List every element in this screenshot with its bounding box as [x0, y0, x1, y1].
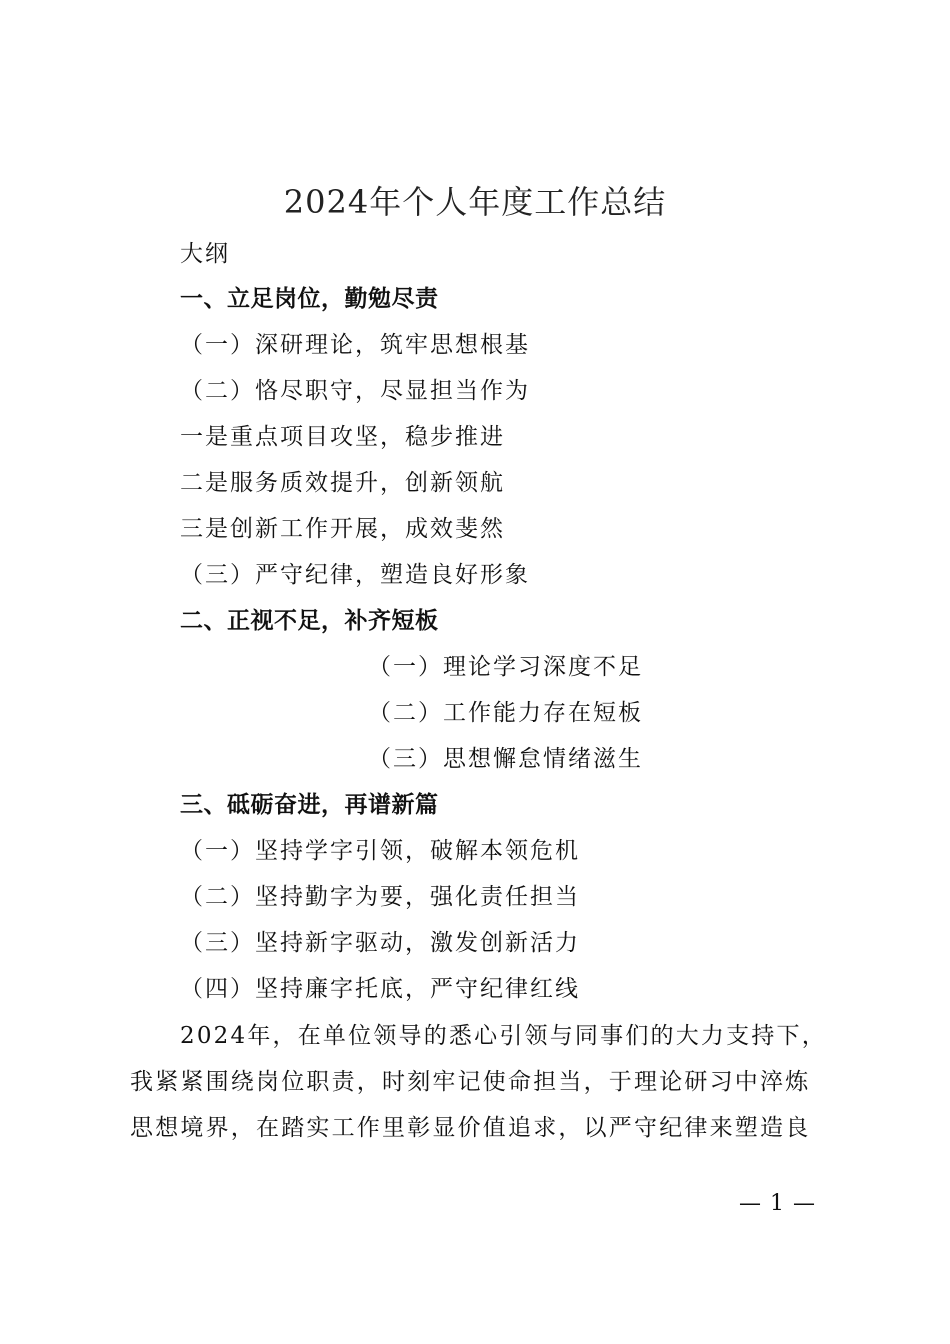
body-line-2: 我紧紧围绕岗位职责，时刻牢记使命担当，于理论研习中淬炼 [130, 1069, 811, 1095]
section-heading-2: 二、正视不足，补齐短板 [180, 608, 439, 634]
section-heading-1: 一、立足岗位，勤勉尽责 [180, 286, 439, 312]
item-1-2-c: 三是创新工作开展，成效斐然 [180, 516, 505, 542]
item-1-2-a: 一是重点项目攻坚，稳步推进 [180, 424, 505, 450]
subsection-3-2: （二）坚持勤字为要，强化责任担当 [180, 884, 580, 910]
subsection-2-1: （一）理论学习深度不足 [368, 654, 643, 680]
subsection-1-2: （二）恪尽职守，尽显担当作为 [180, 378, 530, 404]
document-title: 2024年个人年度工作总结 [283, 183, 667, 221]
subsection-3-1: （一）坚持学字引领，破解本领危机 [180, 838, 580, 864]
subsection-3-3: （三）坚持新字驱动，激发创新活力 [180, 930, 580, 956]
subsection-1-1: （一）深研理论，筑牢思想根基 [180, 332, 530, 358]
subsection-2-3: （三）思想懈怠情绪滋生 [368, 746, 643, 772]
subsection-3-4: （四）坚持廉字托底，严守纪律红线 [180, 976, 580, 1002]
item-1-2-b: 二是服务质效提升，创新领航 [180, 470, 505, 496]
body-line-1: 2024年，在单位领导的悉心引领与同事们的大力支持下， [180, 1023, 827, 1049]
subsection-1-3: （三）严守纪律，塑造良好形象 [180, 562, 530, 588]
page-number: — 1 — [739, 1191, 816, 1216]
subsection-2-2: （二）工作能力存在短板 [368, 700, 643, 726]
section-heading-3: 三、砥砺奋进，再谱新篇 [180, 792, 439, 818]
outline-label: 大纲 [180, 241, 230, 267]
body-line-3: 思想境界，在踏实工作里彰显价值追求，以严守纪律来塑造良 [130, 1115, 811, 1141]
